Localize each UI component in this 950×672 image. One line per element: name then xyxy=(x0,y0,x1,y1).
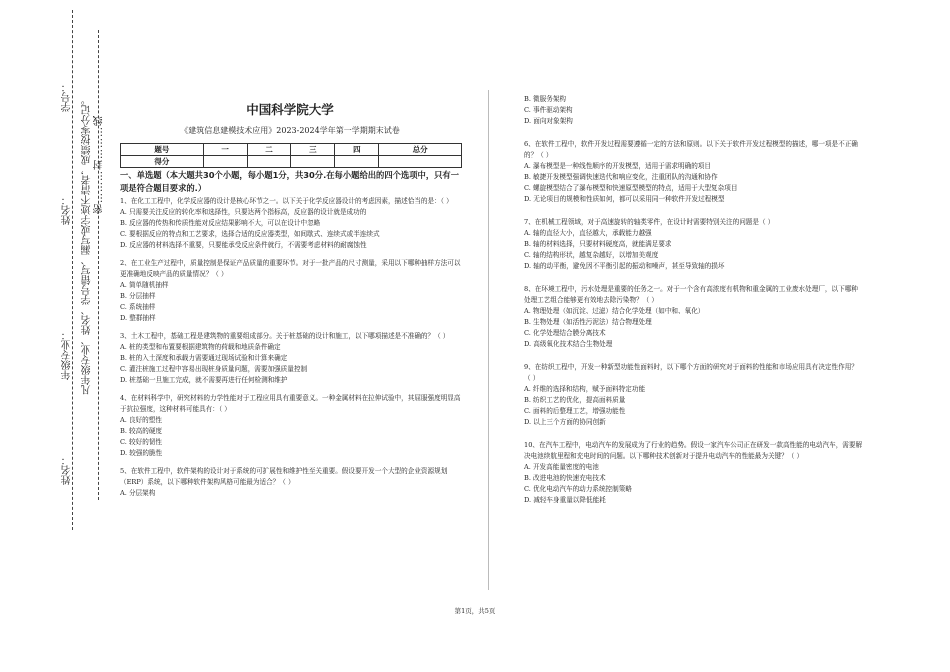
seal-line-text: 密………封………线 xyxy=(94,115,105,214)
question-option: C. 较好的韧性 xyxy=(120,438,162,446)
question-stem: 7、在机械工程领域，对于高速旋转的轴类零件，在设计时需要特别关注的问题是（ ） xyxy=(524,218,775,226)
student-id-label: 学号： xyxy=(62,82,73,112)
score-table-score-row xyxy=(121,156,462,168)
university-title: 中国科学院大学 xyxy=(246,102,334,117)
question-option: A. 桩的类型和布置要根据建筑物的荷载和地质条件确定 xyxy=(120,343,281,351)
question-option: D. 桩基础一旦施工完成，就不需要再进行任何检测和维护 xyxy=(120,376,288,384)
question-option: A. 只需要关注反应的转化率和选择性，只要达两个指标高，反应器的设计就是成功的 xyxy=(120,208,367,216)
binding-warning: 凡年级专业、姓名、学号错写、漏写或字迹不清者，成绩按零分记。 xyxy=(82,95,93,395)
question-option: D. 整群抽样 xyxy=(120,314,156,322)
question-option: B. 生物处理（如活性污泥法）结合物理处理 xyxy=(524,318,652,326)
question-option: A. 简单随机抽样 xyxy=(120,281,169,289)
question-option: A. 纤维的选择和结构，赋予面料特定功能 xyxy=(524,385,646,393)
question-option: D. 轴的动平衡，避免因不平衡引起的振动和噪声，甚至导致轴的损坏 xyxy=(524,262,725,270)
question-1 xyxy=(120,196,465,251)
question-stem: 6、在软件工程中，软件开发过程需要遵循一定的方法和原则。以下关于软件开发过程模型的描述，哪一项是不正确的？（ ） xyxy=(524,140,858,159)
question-option: D. 以上三个方面的协同创新 xyxy=(524,418,606,426)
question-7 xyxy=(524,217,864,272)
question-stem: 8、在环境工程中，污水处理是重要的任务之一。对于一个含有高浓度有机物和重金属的工业废水处理厂，以下哪种处理工艺组合能够更有效地去除污染物？（ ） xyxy=(524,285,858,304)
question-option: D. 反应器的材料选择不重要，只要能承受反应条件就行，不需要考虑材料的耐腐蚀性 xyxy=(120,241,367,249)
score-header-cell: 二 xyxy=(247,144,291,156)
question-option: B. 分层抽样 xyxy=(120,292,156,300)
question-option: A. 分层架构 xyxy=(120,489,156,497)
score-row-label: 得分 xyxy=(121,156,204,168)
binding-line-right xyxy=(98,30,99,500)
question-option: B. 敏捷开发模型强调快速迭代和响应变化，注重团队的沟通和协作 xyxy=(524,173,718,181)
question-option: B. 较高的硬度 xyxy=(120,427,163,435)
school-label: 姓名： xyxy=(62,455,73,485)
question-stem: 10、在汽车工程中，电动汽车的发展成为了行业的趋势。假设一家汽车公司正在研发一款高性能的电动汽车，需要解决电池续航里程和充电时间的问题。以下哪种技术创新对于提升电动汽车的性能最为关键？（ ） xyxy=(524,441,863,460)
question-option: C. 要根据反应的特点和工艺要求，选择合适的反应器类型，如间歇式、连续式或半连续式 xyxy=(120,230,380,238)
major-label: 年级专业： xyxy=(62,330,73,380)
question-6 xyxy=(524,139,864,205)
exam-title: 《建筑信息建模技术应用》2023-2024学年第一学期期末试卷 xyxy=(180,126,400,135)
question-5 xyxy=(120,466,465,499)
score-header-cell: 总分 xyxy=(379,144,462,156)
question-option: B. 反应器的传热和传质性能对反应结果影响不大，可以在设计中忽略 xyxy=(120,219,321,227)
question-3 xyxy=(120,331,465,386)
question-9 xyxy=(524,362,864,428)
question-option: A. 瀑布模型是一种线性顺序的开发模型，适用于需求明确的项目 xyxy=(524,162,711,170)
question-stem: 4、在材料科学中，研究材料的力学性能对于工程应用具有重要意义。一种金属材料在拉伸试验中，其屈服强度明显高于抗拉强度，这种材料可能具有：（ ） xyxy=(120,394,461,413)
question-4 xyxy=(120,393,465,459)
score-cell xyxy=(335,156,379,168)
question-stem: 5、在软件工程中，软件架构的设计对于系统的可扩展性和维护性至关重要。假设要开发一个大型的企业资源规划（ERP）系统，以下哪种软件架构风格可能最为适合？（ ） xyxy=(120,467,448,486)
question-stem: 2、在工业生产过程中，质量控制是保证产品质量的重要环节。对于一批产品的尺寸测量，采用以下哪种抽样方法可以更准确地反映产品的质量情况？（ ） xyxy=(120,259,461,278)
question-option: C. 系统抽样 xyxy=(120,303,156,311)
question-option: C. 化学处理结合膜分离技术 xyxy=(524,329,606,337)
question-option: B. 微服务架构 xyxy=(524,95,567,103)
score-table xyxy=(120,143,462,168)
question-option: A. 良好的塑性 xyxy=(120,416,162,424)
score-cell xyxy=(379,156,462,168)
score-table-header-row xyxy=(121,144,462,156)
question-option: A. 物理处理（如沉淀、过滤）结合化学处理（如中和、氧化） xyxy=(524,307,705,315)
score-cell xyxy=(247,156,291,168)
question-option: A. 开发高能量密度的电池 xyxy=(524,463,599,471)
question-option: D. 高级氧化技术结合生物处理 xyxy=(524,340,613,348)
question-option: B. 桩的入土深度和承载力需要通过现场试验和计算来确定 xyxy=(120,354,288,362)
question-option: B. 轴的材料选择，只要材料硬度高，就能满足要求 xyxy=(524,240,672,248)
question-stem: 3、土木工程中，基础工程是建筑物的重要组成部分。关于桩基础的设计和施工，以下哪项描述是不准确的？（ ） xyxy=(120,332,450,340)
score-cell xyxy=(203,156,247,168)
score-header-cell: 三 xyxy=(291,144,335,156)
score-header-cell: 一 xyxy=(203,144,247,156)
question-stem: 1、在化工工程中，化学反应器的设计是核心环节之一。以下关于化学反应器设计的考虑因素，描述恰当的是：（ ） xyxy=(120,197,453,205)
question-option: D. 面向对象架构 xyxy=(524,117,573,125)
question-option: D. 无论项目的规模和性质如何，都可以采用同一种软件开发过程模型 xyxy=(524,195,725,203)
page-footer: 第1页，共5页 xyxy=(454,607,496,615)
question-option: B. 改进电池的快速充电技术 xyxy=(524,474,606,482)
question-option: D. 较强的脆性 xyxy=(120,449,163,457)
question-10 xyxy=(524,440,864,506)
right-column xyxy=(524,94,864,506)
question-option: C. 优化电动汽车的动力系统控制策略 xyxy=(524,485,632,493)
question-stem: 9、在纺织工程中，开发一种新型功能性面料时，以下哪个方面的研究对于面料的性能和市场应用具有决定性作用？（ ） xyxy=(524,363,858,382)
score-header-cell: 四 xyxy=(335,144,379,156)
question-option: D. 减轻车身重量以降低能耗 xyxy=(524,496,606,504)
score-header-cell: 题号 xyxy=(121,144,204,156)
question-2 xyxy=(120,258,465,324)
question-5-continued xyxy=(524,94,864,127)
column-divider xyxy=(488,90,489,590)
left-column xyxy=(120,169,465,499)
question-option: C. 轴的结构形状，越复杂越好，以增加美观度 xyxy=(524,251,659,259)
question-option: C. 事件驱动架构 xyxy=(524,106,573,114)
section-heading: 一、单选题（本大题共30个小题，每小题1分，共30分.在每小题给出的四个选项中，只有一项是符合题目要求的.） xyxy=(120,170,460,193)
question-option: C. 面料的后整理工艺，增强功能性 xyxy=(524,407,626,415)
question-option: C. 螺旋模型结合了瀑布模型和快速原型模型的特点，适用于大型复杂项目 xyxy=(524,184,738,192)
question-option: B. 纺织工艺的优化，提高面料质量 xyxy=(524,396,626,404)
question-option: A. 轴的直径大小，直径越大，承载能力越强 xyxy=(524,229,652,237)
score-cell xyxy=(291,156,335,168)
question-8 xyxy=(524,284,864,350)
name-label: 姓名： xyxy=(62,195,73,225)
question-option: C. 灌注桩施工过程中容易出现桩身质量问题，需要加强质量控制 xyxy=(120,365,308,373)
